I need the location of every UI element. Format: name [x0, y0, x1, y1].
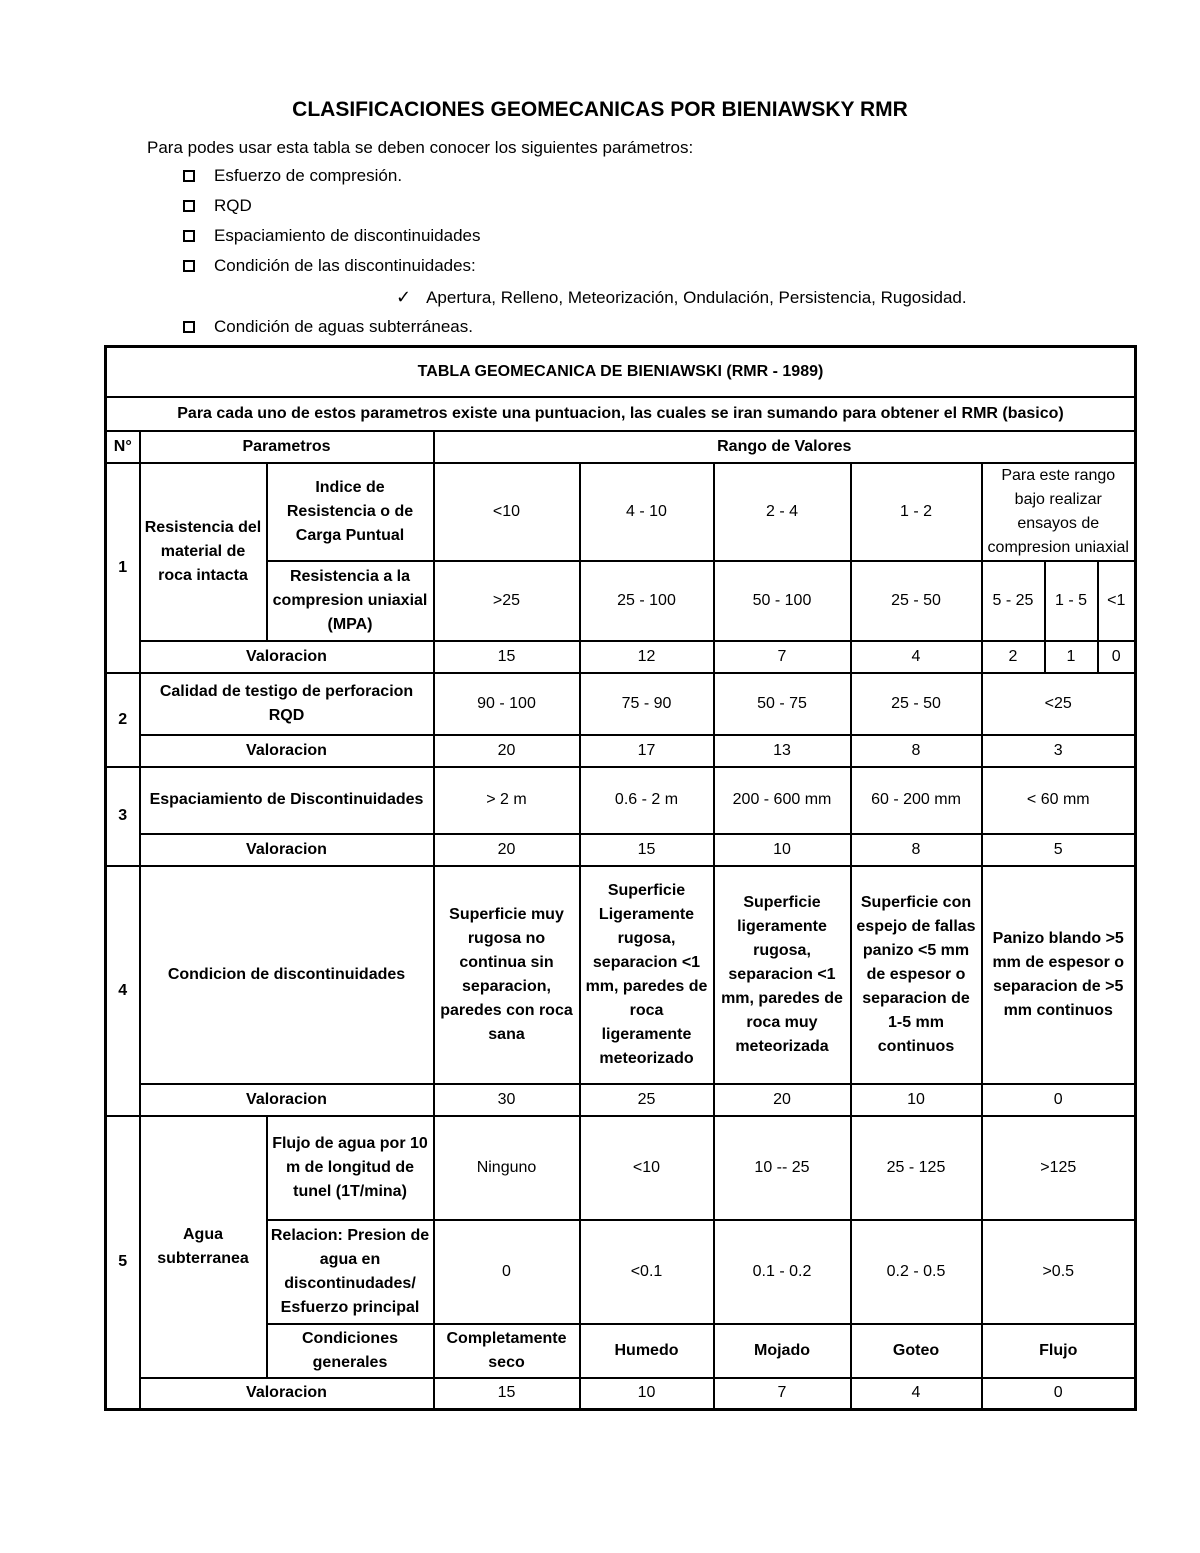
range-cell: Completamente seco — [434, 1324, 580, 1378]
list-item — [183, 166, 402, 186]
rating-cell: 17 — [580, 735, 714, 767]
checkbox-square-icon — [183, 170, 195, 182]
param-name: Calidad de testigo de perforacion RQD — [140, 673, 434, 735]
range-cell: Humedo — [580, 1324, 714, 1378]
rating-cell: 2 — [982, 641, 1045, 673]
condition-cell: Panizo blando >5 mm de espesor o separacion de >5 mm continuos — [982, 866, 1136, 1084]
col-header-no: N° — [106, 431, 140, 463]
rating-cell: 25 — [580, 1084, 714, 1116]
param-number: 3 — [106, 767, 140, 866]
table-subtitle: Para cada uno de estos parametros existe una puntuacion, las cuales se iran sumando para obtener el RMR (basico) — [106, 397, 1136, 431]
rating-cell: 15 — [580, 834, 714, 866]
rating-cell: 10 — [580, 1378, 714, 1410]
condition-cell: Superficie ligeramente rugosa, separacion <1 mm, paredes de roca muy meteorizada — [714, 866, 851, 1084]
sub-list-item — [396, 287, 967, 308]
checkbox-square-icon — [183, 260, 195, 272]
condition-cell: Superficie con espejo de fallas panizo <5 mm de espesor o separacion de 1-5 mm continuos — [851, 866, 982, 1084]
condition-cell: Superficie muy rugosa no continua sin separacion, paredes con roca sana — [434, 866, 580, 1084]
sub-param-name: Resistencia a la compresion uniaxial (MPA) — [267, 561, 434, 641]
rating-cell: 7 — [714, 1378, 851, 1410]
rating-cell: 15 — [434, 1378, 580, 1410]
list-item-label: RQD — [214, 196, 252, 215]
rating-cell: 20 — [434, 834, 580, 866]
range-cell: 10 -- 25 — [714, 1116, 851, 1220]
intro-text: Para podes usar esta tabla se deben conocer los siguientes parámetros: — [147, 138, 694, 157]
list-item-label: Esfuerzo de compresión. — [214, 166, 403, 185]
range-cell: <1 — [1098, 561, 1136, 641]
range-cell: <0.1 — [580, 1220, 714, 1324]
sub-param-name: Condiciones generales — [267, 1324, 434, 1378]
valoracion-label: Valoracion — [140, 1084, 434, 1116]
range-cell: >25 — [434, 561, 580, 641]
range-cell: >125 — [982, 1116, 1136, 1220]
rating-cell: 0 — [1098, 641, 1136, 673]
range-cell: 90 - 100 — [434, 673, 580, 735]
range-cell: >0.5 — [982, 1220, 1136, 1324]
range-cell: 0.6 - 2 m — [580, 767, 714, 834]
rating-cell: 13 — [714, 735, 851, 767]
rating-cell: 7 — [714, 641, 851, 673]
table-title: TABLA GEOMECANICA DE BIENIAWSKI (RMR - 1989) — [106, 347, 1136, 397]
param-number: 4 — [106, 866, 140, 1116]
param-number: 1 — [106, 463, 140, 673]
checkbox-square-icon — [183, 321, 195, 333]
rating-cell: 10 — [714, 834, 851, 866]
checkbox-square-icon — [183, 200, 195, 212]
col-header-rango: Rango de Valores — [434, 431, 1136, 463]
range-cell: 2 - 4 — [714, 463, 851, 561]
range-cell: 50 - 75 — [714, 673, 851, 735]
valoracion-label: Valoracion — [140, 735, 434, 767]
rating-cell: 0 — [982, 1084, 1136, 1116]
sub-param-name: Flujo de agua por 10 m de longitud de tunel (1T/mina) — [267, 1116, 434, 1220]
rmr-table — [104, 345, 1137, 1411]
list-item — [183, 196, 252, 216]
range-cell: 25 - 125 — [851, 1116, 982, 1220]
param-name: Condicion de discontinuidades — [140, 866, 434, 1084]
range-note: Para este rango bajo realizar ensayos de compresion uniaxial — [982, 463, 1136, 561]
valoracion-label: Valoracion — [140, 834, 434, 866]
range-cell: 0.2 - 0.5 — [851, 1220, 982, 1324]
param-name: Resistencia del material de roca intacta — [140, 463, 267, 641]
param-number: 2 — [106, 673, 140, 767]
list-item-label: Espaciamiento de discontinuidades — [214, 226, 481, 245]
rating-cell: 8 — [851, 834, 982, 866]
range-cell: Mojado — [714, 1324, 851, 1378]
rating-cell: 4 — [851, 1378, 982, 1410]
range-cell: 0 — [434, 1220, 580, 1324]
list-item — [183, 317, 473, 337]
rating-cell: 3 — [982, 735, 1136, 767]
range-cell: Ninguno — [434, 1116, 580, 1220]
range-cell: 1 - 5 — [1045, 561, 1098, 641]
param-number: 5 — [106, 1116, 140, 1410]
range-cell: < 60 mm — [982, 767, 1136, 834]
rating-cell: 20 — [434, 735, 580, 767]
condition-cell: Superficie Ligeramente rugosa, separacion <1 mm, paredes de roca ligeramente meteorizado — [580, 866, 714, 1084]
rating-cell: 20 — [714, 1084, 851, 1116]
rating-cell: 5 — [982, 834, 1136, 866]
list-item-label: Condición de aguas subterráneas. — [214, 317, 473, 336]
checkbox-square-icon — [183, 230, 195, 242]
param-name: Espaciamiento de Discontinuidades — [140, 767, 434, 834]
checkmark-icon: ✓ — [396, 287, 412, 308]
range-cell: 1 - 2 — [851, 463, 982, 561]
range-cell: <10 — [434, 463, 580, 561]
page-title: CLASIFICACIONES GEOMECANICAS POR BIENIAWSKY RMR — [292, 98, 908, 121]
range-cell: 0.1 - 0.2 — [714, 1220, 851, 1324]
valoracion-label: Valoracion — [140, 641, 434, 673]
rating-cell: 8 — [851, 735, 982, 767]
range-cell: 25 - 100 — [580, 561, 714, 641]
range-cell: 60 - 200 mm — [851, 767, 982, 834]
range-cell: 25 - 50 — [851, 561, 982, 641]
list-item — [183, 256, 476, 276]
param-name: Agua subterranea — [140, 1116, 267, 1378]
range-cell: <10 — [580, 1116, 714, 1220]
range-cell: 25 - 50 — [851, 673, 982, 735]
rating-cell: 10 — [851, 1084, 982, 1116]
range-cell: 5 - 25 — [982, 561, 1045, 641]
rating-cell: 30 — [434, 1084, 580, 1116]
range-cell: 200 - 600 mm — [714, 767, 851, 834]
list-item-label: Condición de las discontinuidades: — [214, 256, 476, 275]
range-cell: Goteo — [851, 1324, 982, 1378]
col-header-parametros: Parametros — [140, 431, 434, 463]
range-cell: > 2 m — [434, 767, 580, 834]
range-cell: Flujo — [982, 1324, 1136, 1378]
list-item — [183, 226, 481, 246]
rating-cell: 4 — [851, 641, 982, 673]
rating-cell: 15 — [434, 641, 580, 673]
range-cell: <25 — [982, 673, 1136, 735]
rating-cell: 12 — [580, 641, 714, 673]
sub-param-name: Indice de Resistencia o de Carga Puntual — [267, 463, 434, 561]
rating-cell: 1 — [1045, 641, 1098, 673]
range-cell: 50 - 100 — [714, 561, 851, 641]
sub-list-item-label: Apertura, Relleno, Meteorización, Ondulación, Persistencia, Rugosidad. — [426, 287, 967, 307]
rating-cell: 0 — [982, 1378, 1136, 1410]
sub-param-name: Relacion: Presion de agua en discontinudades/ Esfuerzo principal — [267, 1220, 434, 1324]
valoracion-label: Valoracion — [140, 1378, 434, 1410]
range-cell: 75 - 90 — [580, 673, 714, 735]
range-cell: 4 - 10 — [580, 463, 714, 561]
